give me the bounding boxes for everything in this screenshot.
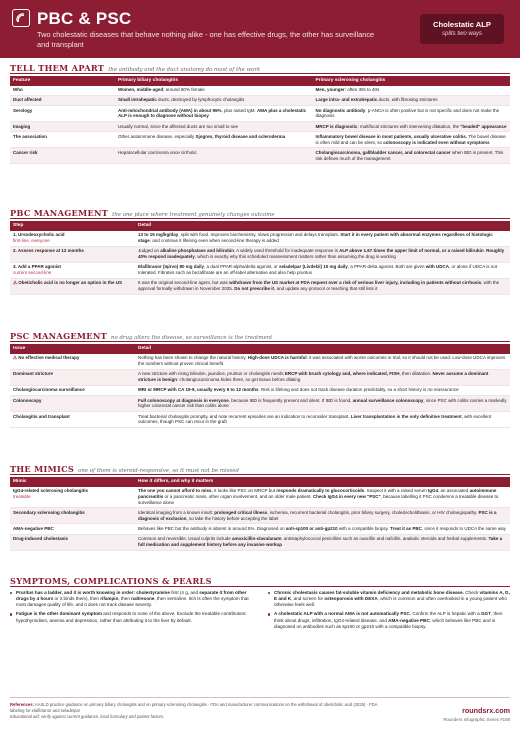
body-text: , which behaves like PBC and is diagnosed on antibodies such as sp100 or gp210 with a compatible biopsy. <box>274 617 496 629</box>
body-text: Common and reversible. Usual culprits include <box>138 536 233 542</box>
body-text: It looks like PSC on MRCP but <box>212 488 277 494</box>
pearl-item <box>268 611 510 629</box>
row-key-label: The association <box>13 133 48 139</box>
row-key-label: 3. Add a PPAR agonist <box>13 264 62 270</box>
pearls-right-column <box>268 590 510 633</box>
section-pearls <box>10 576 510 633</box>
section-subtitle: the antibody and the duct anatomy do most of the work <box>108 67 261 73</box>
emphasis-text: Roughly 40% respond inadequately <box>138 248 505 260</box>
mimics-row-key <box>10 508 135 524</box>
body-text: : multifocal strictures with intervening dilatation, the <box>357 123 461 129</box>
column-header: Primary sclerosing cholangitis <box>313 76 511 86</box>
emphasis-text: Pruritus has a ladder, and it is worth knowing in order: cholestyramine <box>16 590 170 595</box>
pbc-row-key <box>10 231 135 247</box>
emphasis-text: MRI or MRCP with CA 19-9, usually every 6 to 12 months <box>138 387 259 393</box>
references-label: References: <box>10 702 34 707</box>
emphasis-text: Treat it as PBC <box>390 526 422 532</box>
body-text: Usually normal, since the affected ducts are too small to see <box>118 123 238 129</box>
table-row <box>10 122 510 132</box>
detail-cell <box>135 487 510 508</box>
psc-cell <box>313 122 511 132</box>
pbc-table <box>10 221 510 295</box>
pearls-left-column <box>10 590 252 633</box>
emphasis-text: Sjogren, thyroid disease and scleroderma <box>195 133 286 139</box>
psc-row-key <box>10 385 135 395</box>
tell-row-key <box>10 122 115 132</box>
section-pbc-management <box>10 208 510 295</box>
table-row <box>10 86 510 96</box>
body-text: ducts, with fibrosing strictures <box>377 97 438 103</box>
table-row <box>10 231 510 247</box>
body-text: ; around 90% female <box>163 87 205 93</box>
pbc-row-key <box>10 246 135 262</box>
body-text: Judged on <box>138 248 161 254</box>
body-text: , and screen for <box>291 596 325 602</box>
body-text: . Risk is lifelong and does not track disease duration predictably, so a short history is <box>258 387 428 393</box>
body-text: , since it responds to UDCA the same way <box>421 526 506 532</box>
body-text: , with the approval formally withdrawn in November 2025. <box>138 280 500 292</box>
table-row <box>10 369 510 385</box>
body-text: Nothing has been shown to change the natural history. <box>138 355 248 361</box>
body-text: when IBD is present. This risk defines much of the management <box>315 149 504 161</box>
emphasis-text: amoxicillin-clavulanate <box>232 536 282 542</box>
emphasis-text: separate it from other drugs by 4 hours <box>16 590 247 602</box>
psc-row-key <box>10 354 135 370</box>
detail-cell <box>135 354 510 370</box>
body-text: : cholangiocarcinoma hides there, so get tissue before dilating <box>177 377 301 383</box>
emphasis-text: MRCP is diagnostic <box>315 123 358 129</box>
psc-cell <box>313 148 511 164</box>
emphasis-text: annual surveillance colonoscopy <box>352 397 424 403</box>
emphasis-text: ERCP with brush cytology and, where indicated, FISH <box>284 371 400 377</box>
body-text: , an associated <box>438 488 470 494</box>
column-header: Mimic <box>10 477 135 487</box>
body-text: , and continue it lifelong even when second-line therapy is added <box>149 238 279 244</box>
emphasis-text: Fatigue is the other dominant symptom <box>16 611 103 617</box>
section-heading <box>10 208 510 219</box>
emphasis-text: Full colonoscopy at diagnosis in everyone <box>138 397 229 403</box>
table-row <box>10 246 510 262</box>
psc-table <box>10 344 510 428</box>
comparison-table <box>10 76 510 164</box>
table-row <box>10 487 510 508</box>
badge-subtitle: splits two ways <box>441 31 482 38</box>
emphasis-text: alkaline phosphatase and bilirubin <box>160 248 235 254</box>
section-heading <box>10 63 510 74</box>
header-banner <box>0 0 520 58</box>
body-text: with a compatible biopsy. <box>337 526 391 532</box>
page-title: PBC & PSC <box>37 9 132 28</box>
body-text: , then think about drugs, infiltration, IgG4-related disease, and <box>274 611 503 623</box>
body-text: It was the original second-line agent, but was <box>138 280 230 286</box>
psc-cell <box>313 86 511 96</box>
pbc-row-key <box>10 262 135 278</box>
psc-row-key <box>10 395 135 411</box>
body-text: or it binds them), then <box>53 596 101 602</box>
references-text: AASLD practice guidance on primary biliary cholangitis and on primary sclerosing cholangitis · FDA and manufacturer communications on the withdrawal of obeticholic acid (2025) · FDA labeling for elafibranor and seladelpar <box>10 702 378 713</box>
pbc-cell <box>115 86 313 96</box>
detail-cell <box>135 534 510 550</box>
table-row <box>10 395 510 411</box>
emphasis-text: Start it in every patient with abnormal enzymes regardless of histologic stage <box>138 232 493 244</box>
body-text: , then dilatation. <box>399 371 433 377</box>
row-key-label: Duct affected <box>13 97 42 103</box>
detail-cell <box>135 262 510 278</box>
body-text: Confirm the ALP is hepatic with a <box>411 611 481 617</box>
badge-title: Cholestatic ALP <box>433 20 491 29</box>
emphasis-text: anti-sp100 or anti-gp210 <box>285 526 338 532</box>
body-text: Treat bacterial cholangitis promptly, and note recurrent episodes are an indication to reconsider transplant. <box>138 413 351 419</box>
emphasis-text: AMA plus a cholestatic ALP is enough to diagnose without biopsy <box>118 107 307 119</box>
table-row <box>10 148 510 164</box>
detail-cell <box>135 278 510 294</box>
section-subtitle: one of them is steroid-responsive, so it must not be missed <box>78 468 239 474</box>
section-title: PSC MANAGEMENT <box>10 331 108 341</box>
body-text: ; often 30s to 40s <box>344 87 380 93</box>
footer <box>10 697 510 720</box>
emphasis-text: Never assume a dominant stricture is benign <box>138 371 489 383</box>
emphasis-text: colonoscopy is indicated even without symptoms <box>383 139 490 145</box>
psc-cell <box>313 105 511 121</box>
table-row <box>10 95 510 105</box>
body-text: Identical imaging from a known insult: <box>138 510 215 516</box>
section-subtitle: no drug alters the disease, so surveillance is the treatment <box>111 335 273 341</box>
detail-cell <box>135 231 510 247</box>
row-key-label: Who <box>13 87 23 93</box>
body-text: : it was associated with worse outcomes in trial, so it should not be used. Low-dose UDCA improves the numbers without proven clinical benefit <box>138 355 506 367</box>
row-key-label: IgG4-related sclerosing cholangitis <box>13 488 89 494</box>
row-key-label: Obeticholic acid is no longer an option in the US <box>18 280 123 286</box>
pbc-cell <box>115 122 313 132</box>
header-badge <box>420 14 504 44</box>
body-text: . <box>483 248 487 254</box>
tell-row-key <box>10 132 115 148</box>
pbc-row-key <box>10 278 135 294</box>
column-header: Detail <box>135 221 510 231</box>
body-text: , because labelling it PSC condemns a treatable disease to surveillance alone <box>138 494 499 505</box>
body-text: Check <box>463 590 480 595</box>
section-tell-apart <box>10 63 510 164</box>
body-text: Other autoimmune disease, especially <box>118 133 196 139</box>
detail-cell <box>135 385 510 395</box>
emphasis-text: rifampin <box>100 596 119 602</box>
emphasis-text: withdrawn from the US market at FDA request over a risk of serious liver injury, including in patients without cirrhosis <box>229 280 482 286</box>
emphasis-text: Cholangiocarcinoma, gallbladder cancer, and colorectal cancer <box>315 149 451 155</box>
body-text: , a dual PPAR-alpha/delta agonist, or <box>204 264 279 270</box>
pbc-cell <box>115 105 313 121</box>
column-header: How it differs, and why it matters <box>135 477 510 487</box>
psc-cell <box>313 132 511 148</box>
row-key-label: Secondary sclerosing cholangitis <box>13 510 85 516</box>
section-psc-management <box>10 331 510 428</box>
row-key-label: 1. Ursodeoxycholic acid <box>13 232 65 238</box>
body-text: no reassurance <box>427 387 459 393</box>
emphasis-text: seladelpar (Livdelzi) 10 mg daily <box>278 264 348 270</box>
row-key-label: No effective medical therapy <box>18 355 80 361</box>
body-text: , which is common and often overlooked in a young patient who otherwise feels well. <box>274 596 507 608</box>
table-row <box>10 534 510 550</box>
emphasis-text: Large intra- and extrahepatic <box>315 97 378 103</box>
section-heading <box>10 331 510 342</box>
body-text: , ischemia, recurrent bacterial cholangitis, prior biliary surgery, choledocholithiasis, or HIV cholangiopathy. <box>267 510 479 516</box>
emphasis-text: IgG4 <box>428 488 439 494</box>
table-row <box>10 105 510 121</box>
row-key-sublabel: current second-line <box>13 270 52 276</box>
row-key-label: Cholangiocarcinoma surveillance <box>13 387 85 393</box>
row-key-sublabel: first-line, everyone <box>13 238 50 244</box>
disclaimer-note: Educational aid; verify against current guidance, local formulary and patient factors. <box>10 713 165 719</box>
mimics-table <box>10 477 510 551</box>
emphasis-text: naltrexone <box>131 596 155 602</box>
emphasis-text: Women, middle-aged <box>118 87 164 93</box>
body-text: , which is exactly why this scheduled reassessment matters rather than assuming the drug is working <box>194 254 396 260</box>
emphasis-text: vitamins A, D, E and K <box>274 590 510 602</box>
body-text: . p-ANCA is often positive but is not specific and does not make the diagnosis <box>315 107 500 119</box>
emphasis-text: Liver transplantation is the only definitive treatment <box>350 413 462 419</box>
emphasis-text: responds dramatically to glucocorticoids <box>276 488 365 494</box>
emphasis-text: Check IgG4 in every new "PSC" <box>312 494 381 500</box>
row-key-label: AMA-negative PBC <box>13 526 54 532</box>
emphasis-text: PSC is a diagnosis of exclusion <box>138 510 497 521</box>
body-text: , with excellent outcomes, though PSC can recur in the graft <box>138 413 492 425</box>
column-header: Feature <box>10 76 115 86</box>
section-heading <box>10 464 510 475</box>
detail-cell <box>135 395 510 411</box>
column-header: Step <box>10 221 135 231</box>
pbc-cell <box>115 148 313 164</box>
section-title: PBC MANAGEMENT <box>10 208 109 218</box>
emphasis-text: prolonged critical illness <box>214 510 268 516</box>
emphasis-text: The one you cannot afford to miss. <box>138 488 213 494</box>
table-row <box>10 132 510 148</box>
emphasis-text: osteoporosis with DEXA <box>324 596 378 602</box>
body-text: , since PSC with colitis carries a markedly higher colorectal cancer risk than colitis alone <box>138 397 507 409</box>
table-row <box>10 508 510 524</box>
body-text: and responds to none of the above. Exclude the treatable contributors: hypothyroidism, anemia and depression, rather than attributing it to the liver by default. <box>16 611 247 623</box>
page-subtitle: Two cholestatic diseases that behave nothing alike - one has effective drugs, the other has surveillance and transplant <box>37 30 375 49</box>
logo-icon <box>12 9 30 27</box>
row-key-label: Cancer risk <box>13 149 38 155</box>
emphasis-text: with UDCA <box>425 264 449 270</box>
emphasis-text: Chronic cholestasis causes fat-soluble vitamin deficiency and metabolic bone disease. <box>274 590 464 595</box>
emphasis-text: 13 to 15 mg/kg/day <box>138 232 179 238</box>
emphasis-text: Elafibranor (Iqirvo) 80 mg daily <box>138 264 205 270</box>
section-title: SYMPTOMS, COMPLICATIONS & PEARLS <box>10 576 212 586</box>
table-row <box>10 354 510 370</box>
table-row <box>10 262 510 278</box>
pearl-item <box>10 611 252 623</box>
body-text: , so take the history before accepting the label <box>186 515 279 521</box>
emphasis-text: Men, younger <box>315 87 345 93</box>
table-row <box>10 278 510 294</box>
body-text: , split with food. Improves biochemistry, slows progression and delays transplant. <box>178 232 341 238</box>
body-text: A new stricture with rising bilirubin, jaundice, pruritus or cholangitis needs <box>138 371 285 377</box>
table-row <box>10 524 510 534</box>
table-row <box>10 385 510 395</box>
mimics-row-key <box>10 534 135 550</box>
emphasis-text: AMA-negative PBC <box>388 617 430 623</box>
row-key-label: Imaging <box>13 123 31 129</box>
section-title: THE MIMICS <box>10 464 75 474</box>
warning-icon: ⚠ <box>13 280 19 286</box>
row-key-label: Serology <box>13 107 33 113</box>
row-key-label: Colonoscopy <box>13 397 42 403</box>
row-key-label: Dominant stricture <box>13 371 54 377</box>
psc-row-key <box>10 369 135 385</box>
column-header: Issue <box>10 344 135 354</box>
body-text: or a pancreatic mass, other organ involvement, and an older male patient. <box>163 494 313 500</box>
emphasis-text: Anti-mitochondrial antibody (AMA) in about 95% <box>118 107 222 113</box>
body-text: , or alone if UDCA is not tolerated. Fibrates such as bezafibrate are an off-label alternative and also help pruritus <box>138 264 498 276</box>
detail-cell <box>135 508 510 524</box>
body-text: ducts, destroyed by lymphocytic cholangitis <box>156 97 245 103</box>
emphasis-text: High-dose UDCA is harmful <box>247 355 307 361</box>
tell-row-key <box>10 95 115 105</box>
body-text: . A widely used threshold for inadequate response is <box>234 248 340 254</box>
tell-row-key <box>10 86 115 96</box>
body-text: , then <box>118 596 132 602</box>
tell-row-key <box>10 105 115 121</box>
row-key-label: Cholangitis and transplant <box>13 413 70 419</box>
row-key-sublabel: treatable <box>13 494 31 500</box>
psc-row-key <box>10 411 135 427</box>
pearl-item <box>10 590 252 608</box>
warning-icon: ⚠ <box>13 355 19 361</box>
column-header: Primary biliary cholangitis <box>115 76 313 86</box>
detail-cell <box>135 246 510 262</box>
detail-cell <box>135 411 510 427</box>
row-key-label: 2. Assess response at 12 months <box>13 248 84 254</box>
section-mimics <box>10 464 510 551</box>
emphasis-text: Do not prescribe it <box>234 286 275 292</box>
brand <box>443 706 510 722</box>
psc-cell <box>313 95 511 105</box>
detail-cell <box>135 524 510 534</box>
emphasis-text: GGT <box>480 611 491 617</box>
table-row <box>10 411 510 427</box>
body-text: , and update any protocol or teaching that still lists it <box>274 286 378 292</box>
body-text: , a PPAR-delta agonist. Both are given <box>347 264 426 270</box>
section-title: TELL THEM APART <box>10 63 105 73</box>
body-text: , then sertraline. Itch is often the symptom that most damages quality of life, and it does not track disease severity. <box>16 596 249 608</box>
section-subtitle: the one place where treatment genuinely changes outcome <box>112 212 275 218</box>
emphasis-text: Take a full medication and supplement history before any invasive workup <box>138 536 503 548</box>
row-key-label: Drug-induced cholestasis <box>13 536 69 542</box>
emphasis-text: "beaded" appearance <box>460 123 507 129</box>
body-text: , antistaphylococcal penicillins such as oxacillin and nafcillin, anabolic steroids and herbal supplements. <box>281 536 489 542</box>
tell-row-key <box>10 148 115 164</box>
pearl-item <box>268 590 510 608</box>
emphasis-text: Small intrahepatic <box>118 97 157 103</box>
series-label: Rounders Infographic Series #168 <box>443 716 510 722</box>
body-text: , because IBD is frequently present and silent. If IBD is found, <box>228 397 353 403</box>
body-text: first (4 g, and <box>169 590 200 595</box>
detail-cell <box>135 369 510 385</box>
body-text: The bowel disease is often mild and can be silent, so <box>315 133 506 145</box>
emphasis-text: ALP above 1.67 times the upper limit of normal, or a raised bilirubin <box>339 248 484 254</box>
emphasis-text: Inflammatory bowel disease in most patients, usually ulcerative colitis. <box>315 133 468 139</box>
section-heading <box>10 576 510 587</box>
mimics-row-key <box>10 524 135 534</box>
pbc-cell <box>115 132 313 148</box>
emphasis-text: autoimmune pancreatitis <box>138 488 497 500</box>
column-header: Detail <box>135 344 510 354</box>
references <box>10 702 390 720</box>
body-text: Behaves like PBC but the antibody is absent in around 5%. Diagnosed on <box>138 526 286 532</box>
body-text: , plus raised IgM. <box>221 107 258 113</box>
emphasis-text: A cholestatic ALP with a normal AMA is not automatically PSC. <box>274 611 412 617</box>
mimics-row-key <box>10 487 135 508</box>
body-text: Hepatocellular carcinoma once cirrhotic <box>118 149 197 155</box>
site-link[interactable]: roundsrx.com <box>462 706 510 715</box>
body-text: . Suspect it with a raised serum <box>364 488 429 494</box>
pbc-cell <box>115 95 313 105</box>
emphasis-text: No diagnostic antibody <box>315 107 366 113</box>
